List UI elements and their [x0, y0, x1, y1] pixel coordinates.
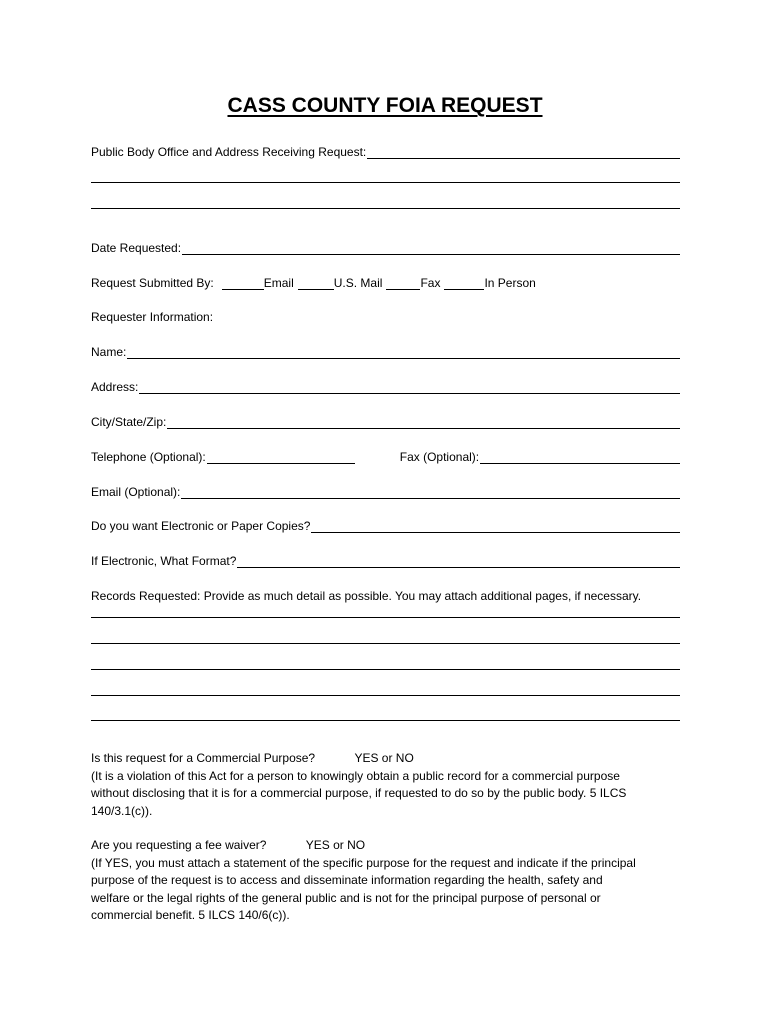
telephone-line[interactable] — [207, 450, 355, 464]
email-line[interactable] — [181, 485, 680, 499]
date-requested-line[interactable] — [182, 241, 680, 255]
fee-waiver-note-line: purpose of the request is to access and disseminate information regarding the health, safety and — [91, 873, 603, 887]
records-requested-label: Records Requested: Provide as much detail as possible. You may attach additional pages, if necessary. — [91, 589, 642, 603]
copies-line[interactable] — [311, 519, 680, 533]
records-line-3[interactable] — [91, 669, 680, 670]
requester-info-row — [91, 306, 680, 324]
telephone-label: Telephone (Optional): — [91, 450, 206, 464]
mail-option: U.S. Mail — [333, 276, 383, 290]
fee-waiver-question: Are you requesting a fee waiver? — [91, 838, 267, 852]
fee-waiver-answer[interactable]: YES or NO — [305, 838, 366, 852]
records-line-2[interactable] — [91, 643, 680, 644]
fee-waiver-question-line — [91, 837, 691, 855]
copies-label: Do you want Electronic or Paper Copies? — [91, 519, 311, 533]
public-body-line[interactable] — [367, 145, 680, 159]
format-label: If Electronic, What Format? — [91, 554, 237, 568]
date-requested-label: Date Requested: — [91, 241, 182, 255]
in-person-checkline[interactable] — [444, 276, 484, 290]
city-state-zip-line[interactable] — [167, 415, 680, 429]
telephone-fax-row — [91, 446, 680, 464]
public-body-label: Public Body Office and Address Receiving Request: — [91, 145, 367, 159]
requester-info-heading: Requester Information: — [91, 310, 214, 324]
submitted-by-label: Request Submitted By: — [91, 276, 214, 290]
address-row — [91, 376, 680, 394]
copies-row — [91, 515, 680, 533]
format-row — [91, 550, 680, 568]
date-requested-row — [91, 237, 680, 255]
commercial-question: Is this request for a Commercial Purpose? — [91, 751, 316, 765]
form-title: CASS COUNTY FOIA REQUEST — [227, 94, 543, 117]
records-line-5[interactable] — [91, 720, 680, 721]
fax-checkline[interactable] — [386, 276, 420, 290]
city-state-zip-label: City/State/Zip: — [91, 415, 167, 429]
address-label: Address: — [91, 380, 139, 394]
fee-waiver-note-line: commercial benefit. 5 ILCS 140/6(c)). — [91, 908, 290, 922]
fax-line[interactable] — [480, 450, 680, 464]
email-checkline[interactable] — [222, 276, 264, 290]
address-line[interactable] — [139, 380, 680, 394]
city-state-zip-row — [91, 411, 680, 429]
commercial-note-line: (It is a violation of this Act for a person to knowingly obtain a public record for a commercial purpose — [91, 768, 620, 783]
fee-waiver-note-line: welfare or the legal rights of the general public and is not for the principal purpose of personal or — [91, 890, 601, 905]
fax-label: Fax (Optional): — [399, 450, 480, 464]
fee-waiver-section — [91, 837, 691, 925]
public-body-line-2[interactable] — [91, 182, 680, 183]
name-label: Name: — [91, 345, 127, 359]
in-person-option: In Person — [484, 276, 536, 290]
commercial-answer[interactable]: YES or NO — [354, 751, 414, 765]
commercial-note-line: 140/3.1(c)). — [91, 803, 153, 818]
commercial-question-line — [91, 750, 691, 768]
format-line[interactable] — [237, 554, 680, 568]
email-row — [91, 481, 680, 499]
name-row — [91, 341, 680, 359]
name-line[interactable] — [127, 345, 680, 359]
submitted-by-row — [91, 272, 680, 290]
mail-checkline[interactable] — [298, 276, 334, 290]
records-line-4[interactable] — [91, 695, 680, 696]
records-requested-row — [91, 585, 680, 603]
email-option: Email — [263, 276, 294, 290]
email-label: Email (Optional): — [91, 485, 181, 499]
commercial-note-line: without disclosing that it is for a commercial purpose, if requested to do so by the public body. 5 ILCS — [91, 786, 627, 800]
public-body-row — [91, 141, 680, 159]
fax-option: Fax — [420, 276, 441, 290]
records-line-1[interactable] — [91, 617, 680, 618]
commercial-purpose-section — [91, 750, 691, 820]
public-body-line-3[interactable] — [91, 208, 680, 209]
fee-waiver-note-line: (If YES, you must attach a statement of the specific purpose for the request and indicate if the principal — [91, 855, 636, 870]
